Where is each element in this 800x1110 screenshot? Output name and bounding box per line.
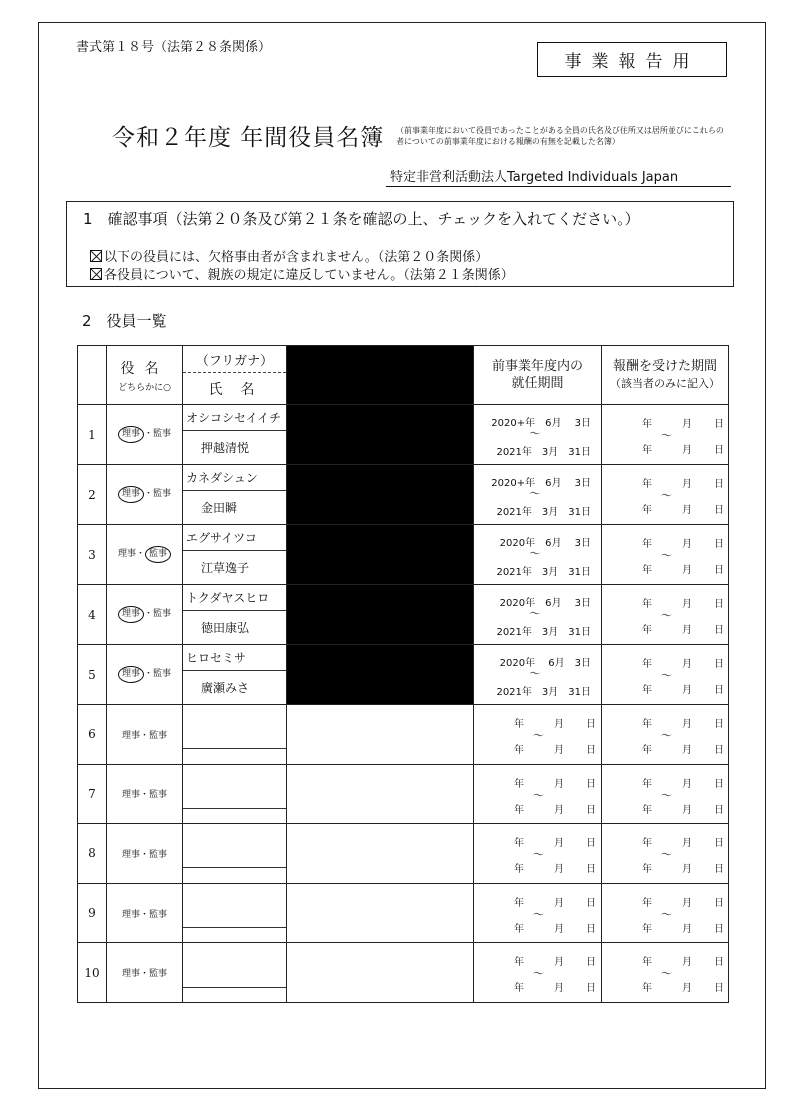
year-label: 年 [514, 719, 524, 730]
tilde-mark: 〜 [529, 487, 541, 500]
redacted-block [287, 585, 474, 645]
officer-name-cell[interactable] [183, 645, 287, 705]
title-note: （前事業年度において役員であったことがある全員の氏名及び住所又は居所並びにこれらの者についての前事業年度における報酬の有無を記載した名簿） [396, 126, 724, 146]
term-period-cell[interactable] [474, 525, 602, 585]
day-label: 日 [714, 659, 724, 670]
paid-period-cell[interactable] [602, 824, 729, 884]
day-label: 日 [714, 625, 724, 636]
tilde-mark: 〜 [533, 967, 544, 981]
tilde-mark: 〜 [533, 788, 544, 802]
term-period-cell[interactable] [474, 705, 602, 765]
tilde-mark: 〜 [529, 427, 541, 440]
year-label: 年 [642, 778, 652, 790]
table-header-row [78, 346, 729, 405]
row-number: 1 [78, 405, 107, 465]
redacted-block [287, 405, 474, 465]
year-label: 年 [642, 864, 652, 876]
role-separator: ・ [143, 669, 153, 679]
header-name [183, 346, 287, 405]
term-from: 2020年 6月 3日 [499, 538, 591, 549]
address-cell[interactable] [287, 764, 474, 824]
header-pay-line1: 報酬を受けた期間 [612, 359, 717, 374]
day-label: 日 [714, 599, 724, 610]
header-paid-period [602, 346, 729, 405]
role-auditor[interactable]: 監事 [153, 429, 172, 439]
role-auditor[interactable]: 監事 [149, 909, 168, 920]
row-number: 2 [78, 465, 107, 525]
month-label: 月 [682, 897, 692, 909]
month-label: 月 [682, 719, 692, 730]
year-label: 年 [514, 897, 524, 909]
circled-role-director[interactable]: 理事 [118, 486, 144, 503]
paid-period-cell[interactable] [602, 585, 729, 645]
officer-name: 金田瞬 [201, 501, 238, 515]
row-number: 4 [78, 585, 107, 645]
month-label: 月 [682, 923, 692, 935]
day-label: 日 [714, 957, 724, 969]
day-label: 日 [586, 745, 596, 756]
month-label: 月 [554, 957, 564, 969]
day-label: 日 [586, 778, 596, 790]
officer-name-cell[interactable] [183, 705, 287, 765]
tilde-mark: 〜 [661, 729, 672, 742]
role-cell[interactable] [107, 705, 183, 765]
day-label: 日 [714, 864, 724, 876]
month-label: 月 [554, 719, 564, 730]
paid-period-cell[interactable] [602, 705, 729, 765]
row-number: 7 [78, 764, 107, 824]
term-from: 2020年 6月 3日 [499, 658, 591, 669]
table-row [78, 585, 729, 645]
officer-name-cell[interactable] [183, 465, 287, 525]
year-label: 年 [642, 599, 652, 610]
confirmation-item-disqualification[interactable] [90, 246, 488, 265]
officer-furigana: トクダヤスヒロ [183, 585, 286, 611]
year-label: 年 [642, 419, 652, 430]
month-label: 月 [682, 659, 692, 670]
term-to: 2021年 3月 31日 [496, 447, 591, 458]
year-label: 年 [514, 838, 524, 850]
role-cell[interactable] [107, 585, 183, 645]
month-label: 月 [682, 565, 692, 576]
paid-period-cell[interactable] [602, 943, 729, 1003]
year-label: 年 [642, 838, 652, 850]
year-label: 年 [642, 719, 652, 730]
officer-name-cell[interactable] [183, 943, 287, 1003]
furigana-line [183, 958, 286, 988]
month-label: 月 [682, 505, 692, 516]
officer-table [77, 345, 729, 1003]
term-from: 2020+年 6月 3日 [491, 478, 591, 489]
confirmation-section [66, 201, 734, 287]
table-row [78, 405, 729, 465]
month-label: 月 [682, 804, 692, 816]
year-label: 年 [642, 625, 652, 636]
month-label: 月 [554, 778, 564, 790]
day-label: 日 [586, 804, 596, 816]
role-director[interactable]: 理事 [117, 549, 136, 559]
term-to: 2021年 3月 31日 [496, 507, 591, 518]
day-label: 日 [714, 778, 724, 790]
role-separator: ・ [139, 730, 149, 741]
redacted-block [287, 346, 474, 405]
month-label: 月 [682, 539, 692, 550]
paid-period-cell[interactable] [602, 465, 729, 525]
role-separator: ・ [139, 969, 149, 980]
day-label: 日 [714, 479, 724, 490]
term-period-cell[interactable] [474, 405, 602, 465]
month-label: 月 [682, 479, 692, 490]
furigana-line [183, 898, 286, 928]
role-separator: ・ [143, 609, 153, 619]
role-auditor[interactable]: 監事 [149, 969, 168, 980]
table-row [78, 465, 729, 525]
term-from: 2020年 6月 3日 [499, 598, 591, 609]
month-label: 月 [682, 838, 692, 850]
tilde-mark: 〜 [533, 729, 544, 742]
role-auditor[interactable]: 監事 [153, 609, 172, 619]
organization-name: 特定非営利活動法人Targeted Individuals Japan [386, 166, 731, 187]
header-role [107, 346, 183, 405]
header-number [78, 346, 107, 405]
tilde-mark: 〜 [661, 967, 672, 981]
year-label: 年 [642, 804, 652, 816]
paid-period-cell[interactable] [602, 645, 729, 705]
term-period-cell[interactable] [474, 883, 602, 943]
year-label: 年 [642, 479, 652, 490]
address-cell[interactable] [287, 705, 474, 765]
month-label: 月 [554, 838, 564, 850]
checked-checkbox-icon[interactable] [90, 250, 102, 262]
role-separator: ・ [143, 489, 153, 499]
table-row [78, 705, 729, 765]
month-label: 月 [554, 864, 564, 876]
year-label: 年 [514, 864, 524, 876]
furigana-line [183, 779, 286, 809]
month-label: 月 [682, 983, 692, 995]
table-row [78, 525, 729, 585]
role-cell[interactable] [107, 405, 183, 465]
redacted-block [287, 465, 474, 525]
officer-name: 押越清悦 [201, 441, 250, 455]
day-label: 日 [714, 719, 724, 730]
term-to: 2021年 3月 31日 [496, 627, 591, 638]
month-label: 月 [682, 745, 692, 756]
role-auditor[interactable]: 監事 [149, 730, 168, 741]
row-number: 10 [78, 943, 107, 1003]
tilde-mark: 〜 [529, 547, 541, 560]
confirmation-item-relatives[interactable] [90, 264, 514, 283]
furigana-line [183, 838, 286, 868]
month-label: 月 [682, 957, 692, 969]
day-label: 日 [586, 957, 596, 969]
role-cell[interactable] [107, 465, 183, 525]
role-separator: ・ [139, 909, 149, 920]
paid-period-cell[interactable] [602, 764, 729, 824]
circled-role-director[interactable]: 理事 [118, 666, 144, 683]
day-label: 日 [586, 719, 596, 730]
tilde-mark: 〜 [661, 549, 672, 562]
day-label: 日 [714, 923, 724, 935]
year-label: 年 [514, 983, 524, 995]
officer-name: 徳田康弘 [201, 621, 250, 635]
header-role-label: 役名 [120, 360, 169, 377]
officer-furigana: カネダシュン [183, 465, 286, 491]
term-period-cell[interactable] [474, 943, 602, 1003]
year-label: 年 [642, 923, 652, 935]
tilde-mark: 〜 [661, 788, 672, 802]
role-auditor[interactable]: 監事 [149, 849, 168, 860]
tilde-mark: 〜 [661, 609, 672, 622]
day-label: 日 [714, 419, 724, 430]
month-label: 月 [682, 625, 692, 636]
officer-name-cell[interactable] [183, 883, 287, 943]
tilde-mark: 〜 [533, 848, 544, 862]
paid-period-cell[interactable] [602, 883, 729, 943]
role-director[interactable]: 理事 [121, 730, 140, 741]
year-label: 年 [514, 745, 524, 756]
officer-list-heading: 2 役員一覧 [82, 312, 167, 330]
day-label: 日 [586, 864, 596, 876]
day-label: 日 [586, 983, 596, 995]
role-director[interactable]: 理事 [121, 909, 140, 920]
role-separator: ・ [139, 790, 149, 801]
year-label: 年 [642, 445, 652, 456]
day-label: 日 [714, 745, 724, 756]
checked-checkbox-icon[interactable] [90, 268, 102, 280]
role-separator: ・ [139, 849, 149, 860]
officer-name: 廣瀬みさ [201, 681, 250, 695]
year-label: 年 [642, 745, 652, 756]
role-separator: ・ [143, 429, 153, 439]
tilde-mark: 〜 [533, 907, 544, 921]
table-row [78, 883, 729, 943]
tilde-mark: 〜 [661, 429, 672, 442]
role-director[interactable]: 理事 [121, 969, 140, 980]
role-cell[interactable] [107, 645, 183, 705]
row-number: 8 [78, 824, 107, 884]
address-cell[interactable] [287, 943, 474, 1003]
month-label: 月 [682, 778, 692, 790]
day-label: 日 [586, 923, 596, 935]
form-number: 書式第１８号（法第２８条関係） [76, 40, 272, 55]
table-row [78, 645, 729, 705]
header-furigana: （フリガナ） [183, 346, 286, 373]
term-period-cell[interactable] [474, 465, 602, 525]
month-label: 月 [554, 983, 564, 995]
officer-name: 江草逸子 [201, 561, 250, 575]
day-label: 日 [714, 685, 724, 696]
officer-name-cell[interactable] [183, 824, 287, 884]
role-auditor[interactable]: 監事 [153, 489, 172, 499]
month-label: 月 [554, 923, 564, 935]
header-pay-line2: （該当者のみに記入） [610, 377, 720, 390]
officer-name-cell[interactable] [183, 405, 287, 465]
year-label: 年 [642, 565, 652, 576]
paid-period-cell[interactable] [602, 525, 729, 585]
redacted-block [287, 645, 474, 705]
role-auditor[interactable]: 監事 [149, 790, 168, 801]
tilde-mark: 〜 [661, 669, 672, 682]
report-stamp-box: 事業報告用 [537, 42, 727, 77]
officer-name-cell[interactable] [183, 525, 287, 585]
year-label: 年 [514, 923, 524, 935]
day-label: 日 [586, 897, 596, 909]
circled-role-director[interactable]: 理事 [118, 606, 144, 623]
row-number: 3 [78, 525, 107, 585]
year-label: 年 [514, 778, 524, 790]
header-term-line2: 就任期間 [511, 376, 564, 391]
header-role-note: どちらかに○ [118, 382, 171, 393]
month-label: 月 [682, 685, 692, 696]
circled-role-auditor[interactable]: 監事 [145, 546, 171, 563]
role-director[interactable]: 理事 [121, 849, 140, 860]
officer-furigana: エグサイツコ [183, 525, 286, 551]
month-label: 月 [554, 804, 564, 816]
month-label: 月 [554, 897, 564, 909]
term-period-cell[interactable] [474, 764, 602, 824]
year-label: 年 [642, 685, 652, 696]
page-title: 令和２年度 年間役員名簿 [112, 125, 385, 151]
table-row [78, 824, 729, 884]
tilde-mark: 〜 [661, 848, 672, 862]
day-label: 日 [714, 804, 724, 816]
circled-role-director[interactable]: 理事 [118, 426, 144, 443]
role-cell[interactable] [107, 824, 183, 884]
officer-name-cell[interactable] [183, 585, 287, 645]
month-label: 月 [682, 419, 692, 430]
year-label: 年 [642, 983, 652, 995]
month-label: 月 [554, 745, 564, 756]
officer-furigana: ヒロセミサ [183, 645, 286, 671]
term-from: 2020+年 6月 3日 [491, 418, 591, 429]
year-label: 年 [642, 897, 652, 909]
term-period-cell[interactable] [474, 585, 602, 645]
role-director[interactable]: 理事 [121, 790, 140, 801]
row-number: 6 [78, 705, 107, 765]
day-label: 日 [714, 539, 724, 550]
role-separator: ・ [135, 549, 145, 559]
header-term-line1: 前事業年度内の [491, 359, 583, 374]
term-to: 2021年 3月 31日 [496, 687, 591, 698]
tilde-mark: 〜 [529, 667, 541, 680]
officer-furigana: オシコシセイイチ [183, 405, 286, 431]
row-number: 5 [78, 645, 107, 705]
table-row [78, 943, 729, 1003]
day-label: 日 [586, 838, 596, 850]
year-label: 年 [642, 659, 652, 670]
officer-name-cell[interactable] [183, 764, 287, 824]
year-label: 年 [642, 957, 652, 969]
header-name-label: 氏名 [208, 381, 273, 398]
confirmation-heading: 1 確認事項（法第２０条及び第２１条を確認の上、チェックを入れてください。） [83, 210, 640, 228]
role-auditor[interactable]: 監事 [153, 669, 172, 679]
month-label: 月 [682, 864, 692, 876]
furigana-line [183, 719, 286, 749]
day-label: 日 [714, 445, 724, 456]
paid-period-cell[interactable] [602, 405, 729, 465]
day-label: 日 [714, 983, 724, 995]
term-to: 2021年 3月 31日 [496, 567, 591, 578]
role-cell[interactable] [107, 943, 183, 1003]
redacted-block [287, 525, 474, 585]
day-label: 日 [714, 565, 724, 576]
role-cell[interactable] [107, 525, 183, 585]
role-cell[interactable] [107, 883, 183, 943]
year-label: 年 [642, 505, 652, 516]
day-label: 日 [714, 505, 724, 516]
tilde-mark: 〜 [661, 907, 672, 921]
address-cell[interactable] [287, 824, 474, 884]
tilde-mark: 〜 [529, 607, 541, 620]
year-label: 年 [514, 957, 524, 969]
year-label: 年 [514, 804, 524, 816]
day-label: 日 [714, 838, 724, 850]
tilde-mark: 〜 [661, 489, 672, 502]
term-period-cell[interactable] [474, 645, 602, 705]
day-label: 日 [714, 897, 724, 909]
confirmation-item-label: 各役員について、親族の規定に違反していません。（法第２１条関係） [104, 268, 514, 283]
month-label: 月 [682, 445, 692, 456]
row-number: 9 [78, 883, 107, 943]
table-row [78, 764, 729, 824]
month-label: 月 [682, 599, 692, 610]
term-period-cell[interactable] [474, 824, 602, 884]
address-cell[interactable] [287, 883, 474, 943]
confirmation-item-label: 以下の役員には、欠格事由者が含まれません。（法第２０条関係） [104, 250, 489, 265]
header-term [474, 346, 602, 405]
year-label: 年 [642, 539, 652, 550]
role-cell[interactable] [107, 764, 183, 824]
